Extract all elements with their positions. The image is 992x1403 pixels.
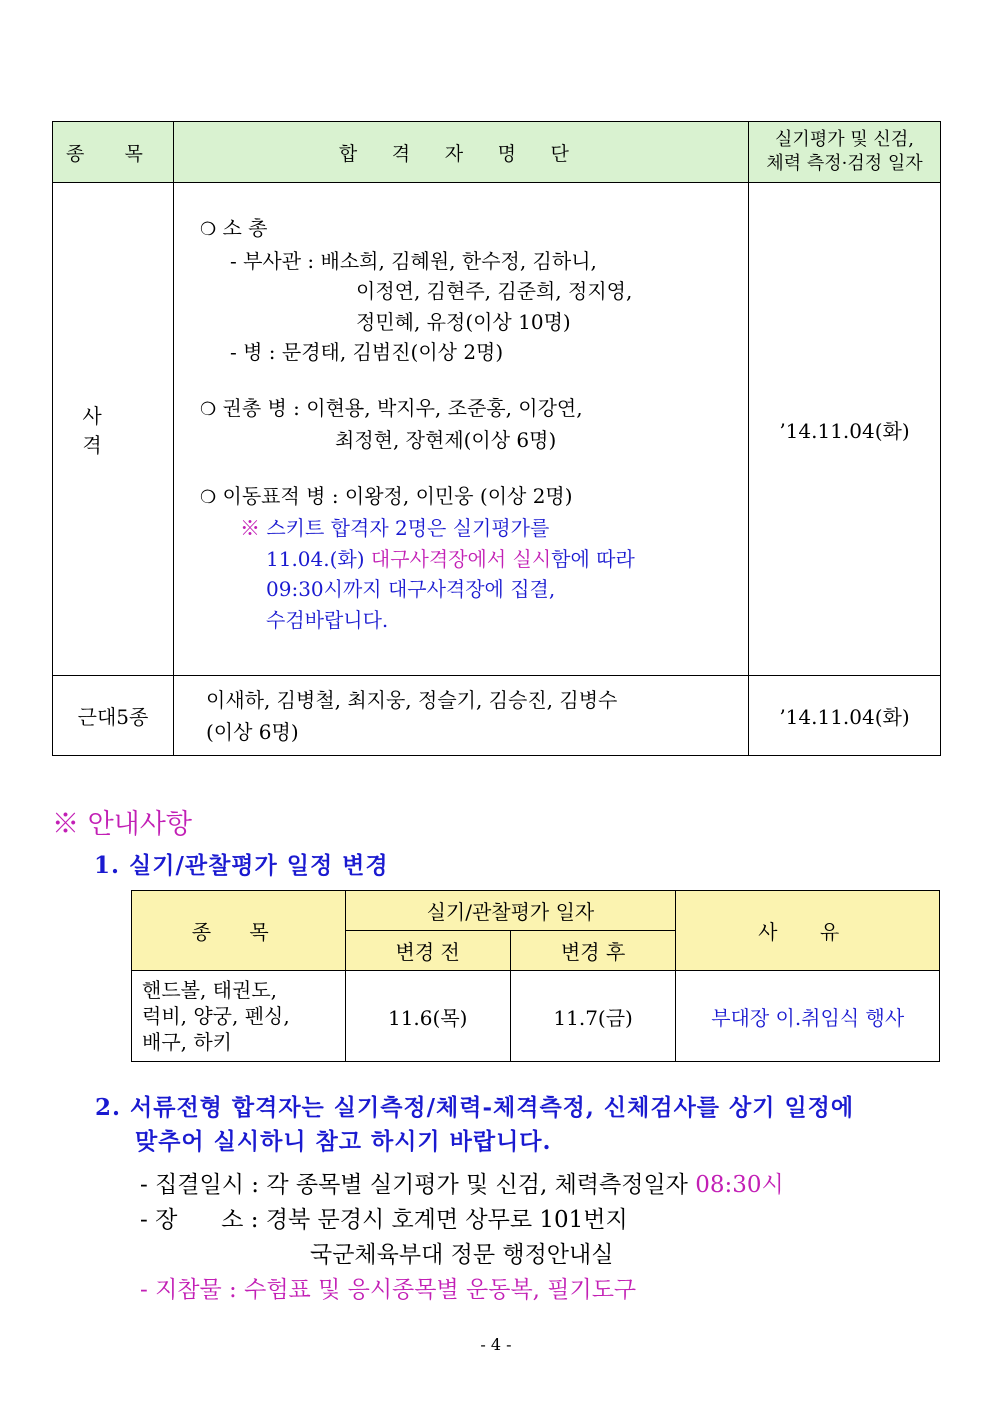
t2-header-reason: 사 유 <box>676 891 940 971</box>
shooting-names <box>174 183 749 676</box>
line-rifle: ❍ 소 총 <box>200 216 268 240</box>
t2-header-before: 변경 전 <box>345 931 510 971</box>
pentathlon-names: 이새하, 김병철, 최지웅, 정슬기, 김승진, 김병수 (이상 6명) <box>174 676 749 756</box>
skeet-note-3: 09:30시까지 대구사격장에 집결, <box>266 577 556 601</box>
circle-bullet-icon: ❍ <box>200 219 217 240</box>
header-names: 합 격 자 명 단 <box>174 122 749 183</box>
line-rifle-nco-2: 이정연, 김현주, 김준희, 정지영, <box>356 279 633 303</box>
event-shooting: 사 격 <box>53 183 174 676</box>
skeet-note-2: 11.04.(화) 대구사격장에서 실시함에 따라 <box>266 546 635 571</box>
line-pistol-2: 최정현, 장현제(이상 6명) <box>335 428 557 452</box>
reference-mark-icon: ※ <box>240 516 260 540</box>
circle-bullet-icon: ❍ <box>200 398 217 420</box>
notice-item-1: 1. 실기/관찰평가 일정 변경 <box>94 852 389 879</box>
page-number: - 4 - <box>480 1335 512 1354</box>
line-rifle-soldier: - 병 : 문경태, 김범진(이상 2명) <box>230 340 504 364</box>
header-date: 실기평가 및 신검, 체력 측정·검정 일자 <box>749 122 941 183</box>
line-pistol: ❍ 권총 병 : 이현용, 박지우, 조준홍, 이강연, <box>200 395 583 420</box>
t2-header-event: 종 목 <box>132 891 346 971</box>
items-to-bring: - 지참물 : 수험표 및 응시종목별 운동복, 필기도구 <box>140 1277 637 1303</box>
location-line-1: - 장 소 : 경북 문경시 호계면 상무로 101번지 <box>140 1207 628 1233</box>
t2-after: 11.7(금) <box>510 971 675 1062</box>
t2-row <box>132 971 940 1062</box>
t2-header-after: 변경 후 <box>510 931 675 971</box>
line-moving-target: ❍ 이동표적 병 : 이왕정, 이민웅 (이상 2명) <box>200 483 573 508</box>
row-shooting <box>53 183 941 676</box>
t2-header-date: 실기/관찰평가 일자 <box>345 891 676 931</box>
qualifier-table <box>52 121 941 756</box>
event-pentathlon: 근대5종 <box>53 676 174 756</box>
t2-before: 11.6(목) <box>345 971 510 1062</box>
qualifier-table-header <box>53 122 941 183</box>
skeet-note-4: 수검바랍니다. <box>266 607 389 632</box>
header-event: 종 목 <box>53 122 174 183</box>
date-shooting: ’14.11.04(화) <box>749 183 941 676</box>
t2-reason: 부대장 이.취임식 행사 <box>676 971 940 1062</box>
date-pentathlon: ’14.11.04(화) <box>749 676 941 756</box>
circle-bullet-icon: ❍ <box>200 486 217 508</box>
t2-events: 핸드볼, 태권도, 럭비, 양궁, 펜싱, 배구, 하키 <box>132 971 346 1062</box>
line-rifle-nco-3: 정민혜, 유정(이상 10명) <box>356 309 571 334</box>
schedule-change-table <box>131 890 940 1062</box>
notice-title: ※ 안내사항 <box>52 809 192 840</box>
assembly-time: - 집결일시 : 각 종목별 실기평가 및 신검, 체력측정일자 08:30시 <box>140 1172 784 1198</box>
location-line-2: 국군체육부대 정문 행정안내실 <box>310 1242 614 1268</box>
notice-item-2: 2. 서류전형 합격자는 실기측정/체력-체격측정, 신체검사를 상기 일정에 맞추어 실시하니 참고 하시기 바랍니다. <box>95 1094 855 1155</box>
skeet-note-1: ※ 스키트 합격자 2명은 실기평가를 <box>240 516 550 540</box>
line-rifle-nco: - 부사관 : 배소희, 김혜원, 한수정, 김하니, <box>230 248 597 273</box>
row-pentathlon <box>53 676 941 756</box>
